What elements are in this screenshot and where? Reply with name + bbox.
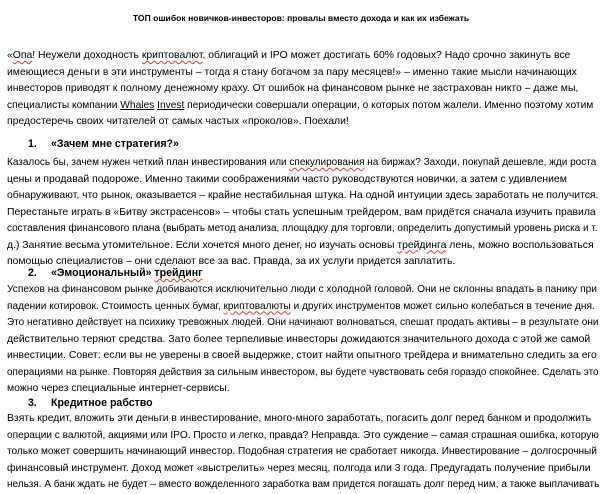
paragraph-line: операциями на рынке. Повторяя действия за сильным инвестором, вы будете чувствовать себя гораздо спокойнее. Сделать это: [7, 366, 599, 378]
paragraph-line: инвестиции. Совет: если вы не уверены в своей выдержке, стоит найти опытного трейдера и внимательно следить за его: [7, 350, 597, 361]
paragraph-line: помощью специалистов – они сделают все за вас. Правда, за их услуги придется заплатить.: [7, 256, 456, 267]
section-3-paragraph: [7, 411, 599, 494]
section-1-heading: [28, 137, 179, 151]
paragraph-line: составления финансового плана (выбрать метод анализа, площадку для торговли, определить допустимый уровень риска и т.: [7, 223, 598, 234]
section-number: 3.: [28, 397, 37, 409]
paragraph-line: [7, 238, 599, 255]
text-run: ! Неужели доходность: [32, 50, 142, 61]
intro-paragraph: [7, 48, 599, 131]
section-2-paragraph: [7, 282, 599, 398]
paragraph-line: [7, 299, 599, 316]
spellcheck-word: спекулирования: [289, 157, 365, 168]
paragraph-line: только может совершить начинающий инвестор. Подобная стратегия не сработает никогда. Инвестирование – долгосрочный: [7, 446, 597, 457]
section-heading-text: «Эмоциональный»: [51, 267, 155, 279]
paragraph-line: Успехов на финансовом рынке добиваются исключительно люди с холодной головой. Они не склонны впадать в панику при: [7, 284, 597, 295]
section-number: 1.: [28, 138, 37, 150]
section-heading-text: Кредитное рабство: [51, 397, 153, 409]
text-run: на биржах? Заходи, покупай дешевле, жди роста: [364, 157, 597, 168]
paragraph-line: действительно теряют средства. Зато более терпеливые инвесторы дожидаются значительного дохода с этой же самой: [7, 333, 591, 345]
text-run: и других инструментов может сильно колебаться в течение дня.: [290, 300, 595, 312]
paragraph-line: Взять кредит, вложить эти деньги в инвестирование, много-много заработать, погасить долг перед банком и продолжить: [7, 413, 592, 424]
intro-line: [7, 98, 599, 115]
section-number: 2.: [28, 267, 37, 279]
text-run: Казалось бы, зачем нужен четкий план инвестирования или: [7, 157, 290, 168]
paragraph-line: цены и продавай подороже. Именно такими соображениями часто руководствуются новички, а затем с удивлением: [7, 173, 567, 185]
text-run: падении котировок. Стоимость ценных бумаг,: [7, 300, 224, 312]
spellcheck-word: трейдинга: [397, 239, 447, 251]
paragraph-line: можно через специальные интернет-сервисы.: [7, 383, 230, 394]
paragraph-line: Это негативно действует на психику тревожных людей. Они начинают волноваться, спешат продать активы – в результате они: [7, 317, 599, 328]
company-name-link[interactable]: Whales: [120, 99, 155, 111]
section-3-heading: [28, 396, 153, 410]
paragraph-line: нельзя. А банк ждать не будет – вместо вожделенного заработка вам придется погашать долг перед ним, а также выплачивать: [7, 479, 600, 490]
text-run: д.) Занятие весьма утомительное. Если хочется много денег, но изучать основы: [7, 239, 398, 251]
paragraph-line: финансовый инструмент. Доход может «выстрелить» через месяц, полгода или 3 года. Предугадать получение прибыли: [7, 462, 591, 474]
paragraph-line: Перестаньте играть в «Битву экстрасенсов» – чтобы стать успешным трейдером, вам придётся сначала изучить правила: [7, 206, 596, 218]
section-heading-text: «Зачем мне стратегия?»: [51, 138, 179, 150]
intro-line: [7, 48, 599, 65]
intro-line: предостеречь своих читателей от самых частых «проколов». Поехали!: [7, 116, 349, 127]
spellcheck-word: трейдинг: [154, 267, 203, 279]
paragraph-line: операции с валютой, акциями или IPO. Просто и легко, правда? Неправда. Это суждение – самая страшная ошибка, которую: [7, 429, 599, 441]
paragraph-line: [7, 155, 599, 172]
company-name-link[interactable]: Invest: [157, 99, 185, 111]
text-run: «: [7, 50, 13, 61]
section-2-heading: [28, 266, 203, 280]
spellcheck-word: Опа: [12, 50, 33, 61]
text-run: лень, можно воспользоваться: [446, 239, 594, 251]
spellcheck-word: криптовалюты: [223, 300, 291, 312]
intro-line: инвесторов приводят к полному денежному краху. От ошибок на финансовом рынке не застрахован никто – даже мы,: [7, 83, 579, 94]
text-run: периодически совершали операции, о которых потом жалели. Именно поэтому хотим: [184, 99, 594, 111]
text-run: специалисты компании: [7, 99, 121, 111]
intro-line: имеющиеся деньги в эти инструменты – тогда я стану богачом за пару месяцев!» – именно такие мысли начинающих: [7, 66, 577, 78]
document-title: ТОП ошибок новичков-инвесторов: провалы вместо дохода и как их избежать: [132, 13, 470, 23]
section-1-paragraph: [7, 155, 599, 271]
paragraph-line: обнаруживают, что рынок, оказывается – крайне нестабильная штука. На одной интуиции здесь заработать не получится.: [7, 190, 599, 201]
spellcheck-word: криптовалют: [141, 50, 203, 61]
text-run: , облигаций и IPO может достигать 60% годовых? Надо срочно закинуть все: [202, 50, 571, 61]
